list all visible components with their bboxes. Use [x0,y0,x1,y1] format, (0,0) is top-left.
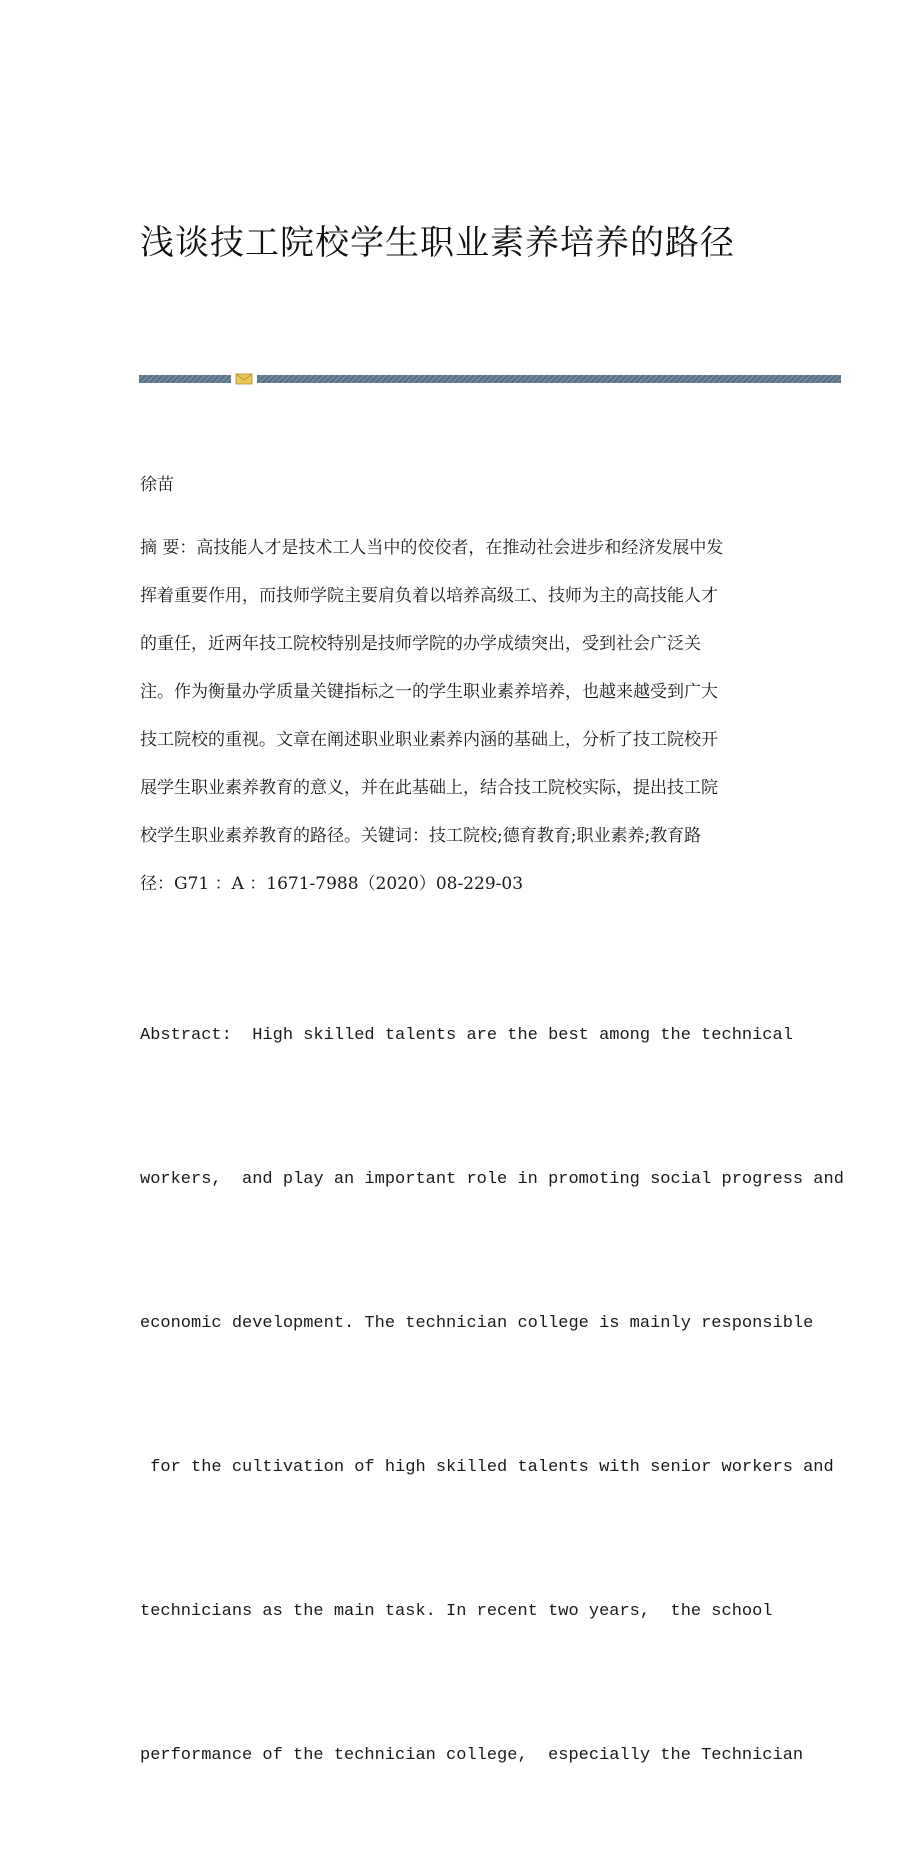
author-name: 徐苗 [140,475,174,495]
abstract-cn-line: 的重任，近两年技工院校特别是技师学院的办学成绩突出，受到社会广泛关 [140,634,701,654]
abstract-cn-line: 径：G71 ：A ：1671-7988（2020）08-229-03 [140,874,524,894]
envelope-icon [236,374,252,384]
abstract-cn-line: 摘 要：高技能人才是技术工人当中的佼佼者，在推动社会进步和经济发展中发 [140,538,724,558]
paper-title: 浅谈技工院校学生职业素养培养的路径 [140,223,735,263]
abstract-en-line: for the cultivation of high skilled talents with senior workers and [140,1458,834,1477]
abstract-en-line: Abstract: High skilled talents are the best among the technical [140,1026,793,1045]
abstract-en-line: economic development. The technician college is mainly responsible [140,1314,814,1333]
abstract-cn-line: 展学生职业素养教育的意义，并在此基础上，结合技工院校实际，提出技工院 [140,778,718,798]
abstract-english [140,916,844,1876]
abstract-cn-line: 校学生职业素养教育的路径。关键词：技工院校;德育教育;职业素养;教育路 [140,826,702,846]
abstract-en-line: workers, and play an important role in promoting social progress and [140,1170,844,1189]
abstract-cn-line: 注。作为衡量办学质量关键指标之一的学生职业素养培养，也越来越受到广大 [140,682,718,702]
abstract-en-line: performance of the technician college, especially the Technician [140,1746,804,1765]
abstract-cn-line: 挥着重要作用，而技师学院主要肩负着以培养高级工、技师为主的高技能人才 [140,586,718,606]
abstract-chinese [140,524,790,908]
title-divider [139,373,841,385]
divider-bar-right [257,375,841,383]
abstract-en-line: technicians as the main task. In recent two years, the school [140,1602,773,1621]
abstract-cn-line: 技工院校的重视。文章在阐述职业职业素养内涵的基础上，分析了技工院校开 [140,730,718,750]
divider-bar-left [139,375,231,383]
